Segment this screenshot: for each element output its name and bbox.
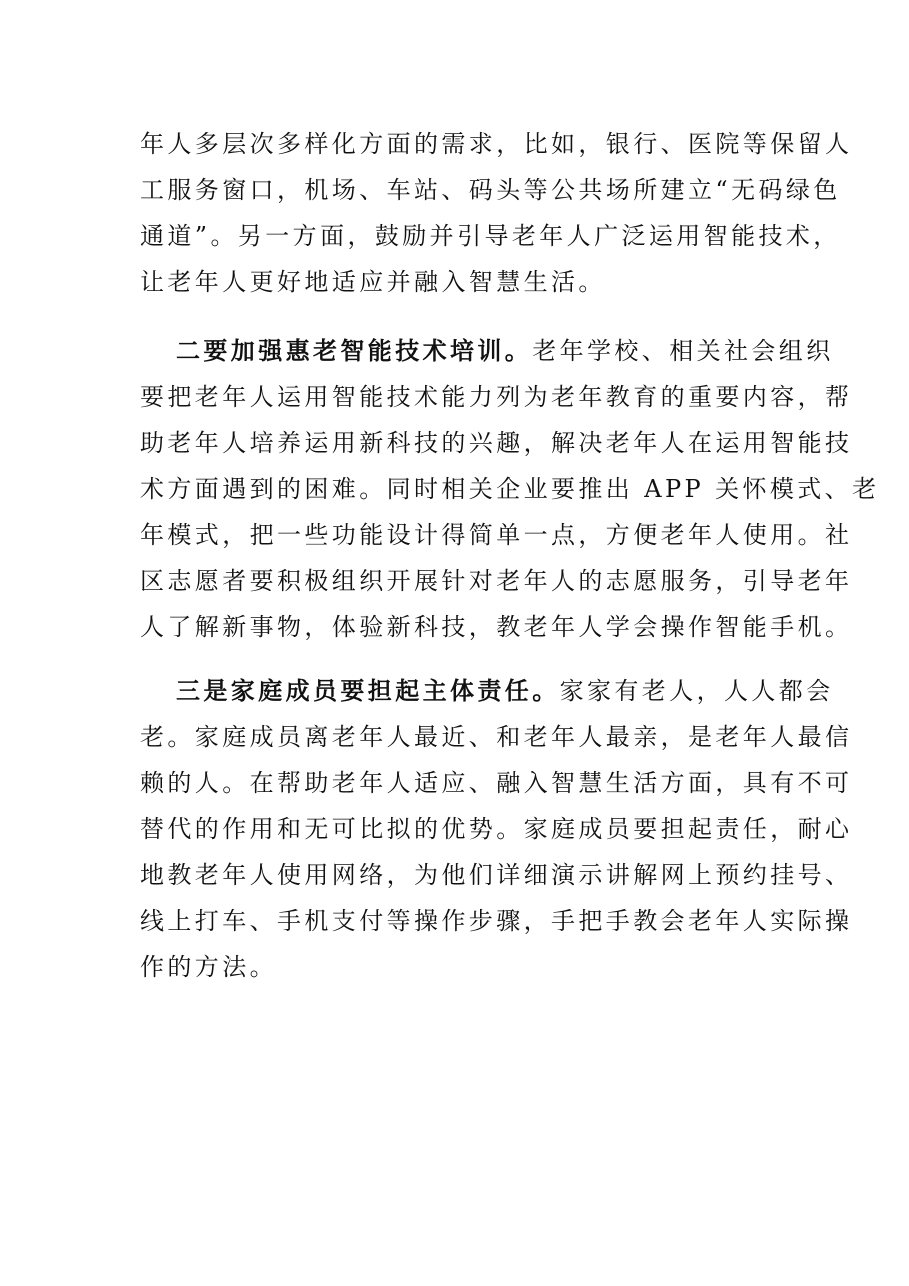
paragraph-line: 助老年人培养运用新科技的兴趣，解决老年人在运用智能技	[140, 429, 853, 457]
paragraph-line: 年模式，把一些功能设计得简单一点，方便老年人使用。社	[140, 521, 853, 549]
paragraph-line: 通道”。另一方面，鼓励并引导老年人广泛运用智能技术，	[140, 222, 841, 250]
paragraph-line: 赖的人。在帮助老年人适应、融入智慧生活方面，具有不可	[140, 769, 853, 797]
paragraph-line: 地教老年人使用网络，为他们详细演示讲解网上预约挂号、	[140, 861, 853, 889]
paragraph-line: 老。家庭成员离老年人最近、和老年人最亲，是老年人最信	[140, 723, 853, 751]
paragraph-line-rest: 老年学校、相关社会组织	[532, 337, 834, 365]
paragraph-line-rest: 家家有老人，人人都会	[559, 677, 834, 705]
paragraph-line: 作的方法。	[140, 953, 277, 981]
paragraph-smart-tech-training	[140, 328, 880, 650]
paragraph-line: 人了解新事物，体验新科技，教老年人学会操作智能手机。	[140, 613, 853, 641]
paragraph-line: 替代的作用和无可比拟的优势。家庭成员要担起责任，耐心	[140, 815, 853, 843]
section-heading: 三是家庭成员要担起主体责任。	[176, 677, 560, 705]
paragraph-line: 工服务窗口，机场、车站、码头等公共场所建立“无码绿色	[140, 176, 841, 204]
section-heading: 二要加强惠老智能技术培训。	[176, 337, 533, 365]
paragraph-line: 线上打车、手机支付等操作步骤，手把手教会老年人实际操	[140, 907, 853, 935]
paragraph-line: 要把老年人运用智能技术能力列为老年教育的重要内容，帮	[140, 383, 853, 411]
paragraph-elderly-needs	[140, 121, 853, 305]
paragraph-first-line	[140, 668, 834, 714]
paragraph-line: 术方面遇到的困难。同时相关企业要推出 APP 关怀模式、老	[140, 475, 880, 503]
paragraph-family-responsibility	[140, 668, 853, 990]
paragraph-line: 让老年人更好地适应并融入智慧生活。	[140, 268, 606, 296]
paragraph-line: 年人多层次多样化方面的需求，比如，银行、医院等保留人	[140, 130, 853, 158]
paragraph-line: 区志愿者要积极组织开展针对老年人的志愿服务，引导老年	[140, 567, 853, 595]
paragraph-first-line	[140, 328, 834, 374]
